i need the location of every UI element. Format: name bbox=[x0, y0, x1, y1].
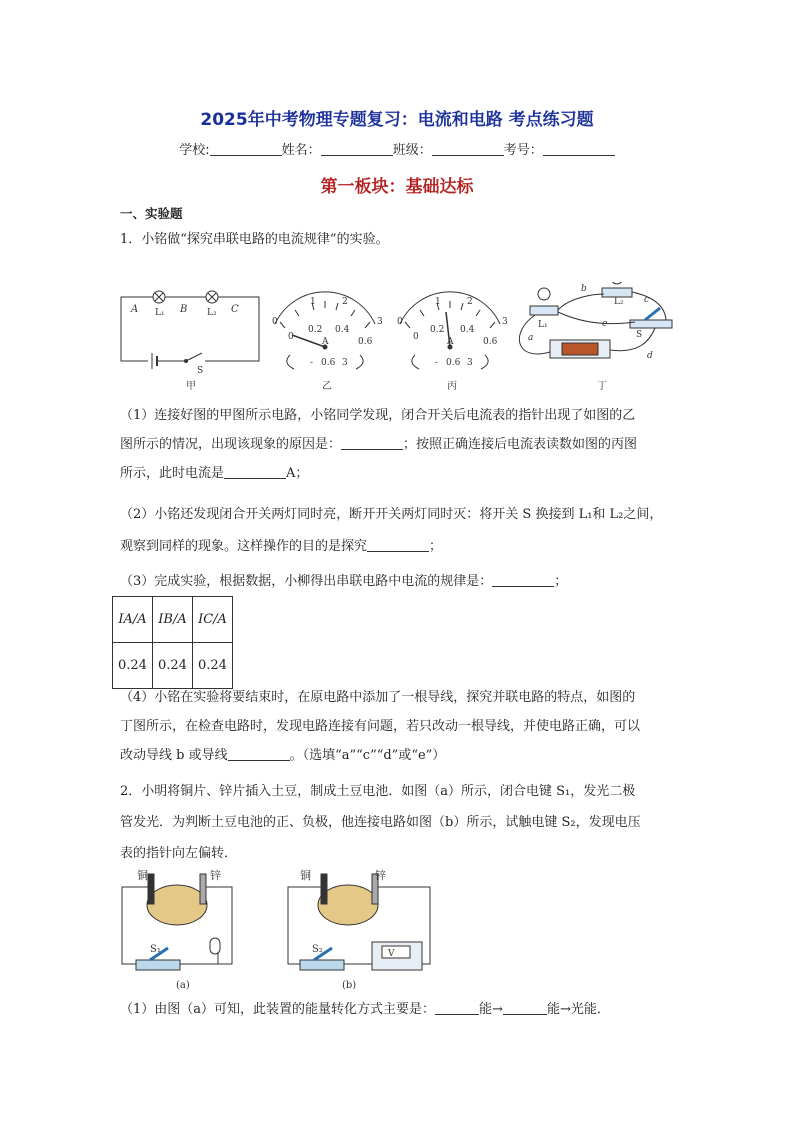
svg-text:L₂: L₂ bbox=[614, 297, 624, 307]
svg-text:3: 3 bbox=[342, 358, 348, 368]
answer-blank-7[interactable] bbox=[503, 1002, 547, 1015]
school-field[interactable] bbox=[210, 143, 282, 156]
zinc-label-b: 锌 bbox=[375, 869, 386, 882]
svg-text:A: A bbox=[322, 337, 329, 347]
section-heading: 一、实验题 bbox=[120, 206, 183, 221]
q1-figure bbox=[110, 282, 690, 392]
answer-blank-5[interactable] bbox=[228, 748, 290, 761]
table-header-cell: IA/A bbox=[113, 597, 153, 643]
svg-text:L₁: L₁ bbox=[155, 308, 165, 318]
table-row bbox=[113, 643, 233, 689]
q1-p4-text-a: 改动导线 b 或导线 bbox=[120, 748, 228, 763]
svg-text:e: e bbox=[602, 319, 608, 329]
svg-text:3: 3 bbox=[502, 317, 508, 327]
answer-blank-4[interactable] bbox=[492, 574, 554, 587]
svg-text:0.6: 0.6 bbox=[321, 358, 336, 368]
svg-text:0.6: 0.6 bbox=[483, 337, 498, 347]
q1-part3 bbox=[120, 567, 680, 596]
class-label: 班级： bbox=[392, 143, 432, 158]
s1-label: S₁ bbox=[150, 944, 161, 955]
svg-text:1: 1 bbox=[310, 297, 316, 307]
answer-blank-6[interactable] bbox=[435, 1002, 479, 1015]
svg-text:S: S bbox=[197, 366, 204, 376]
q2-sub1-text-c: 能→光能． bbox=[546, 1002, 610, 1017]
q1-part2 bbox=[120, 499, 680, 563]
fig-jia-label: 甲 bbox=[186, 381, 196, 392]
table-header-cell: IC/A bbox=[193, 597, 233, 643]
svg-text:0: 0 bbox=[272, 317, 278, 327]
circuit-a bbox=[122, 874, 232, 970]
svg-text:0.2: 0.2 bbox=[308, 325, 323, 335]
svg-text:0: 0 bbox=[413, 332, 419, 342]
q1-p1-text-d: A； bbox=[286, 466, 309, 481]
exam-no-label: 考号： bbox=[503, 143, 543, 158]
q1-stem: 1．小铭做“探究串联电路的电流规律”的实验。 bbox=[120, 232, 389, 247]
q1-p1-text-c: 所示，此时电流是 bbox=[120, 466, 225, 481]
q1-p1-line3 bbox=[120, 459, 680, 488]
svg-text:A: A bbox=[131, 304, 139, 315]
svg-text:V: V bbox=[388, 949, 395, 959]
q1-p3-text-a: （3）完成实验，根据数据，小柳得出串联电路中电流的规律是： bbox=[120, 574, 493, 589]
block-title: 第一板块：基础达标 bbox=[320, 177, 474, 197]
svg-text:2: 2 bbox=[467, 297, 473, 307]
q1-p4-line2: 丁图所示，在检查电路时，发现电路连接有问题，若只改动一根导线，并使电路正确，可以 bbox=[120, 719, 641, 734]
q1-part1 bbox=[120, 401, 680, 488]
circuit-jia bbox=[121, 291, 259, 369]
q2-line1: 2．小明将铜片、锌片插入土豆，制成土豆电池．如图（a）所示，闭合电键 S₁，发光二极 bbox=[120, 784, 636, 799]
svg-text:0.6: 0.6 bbox=[446, 358, 461, 368]
page-title: 2025年中考物理专题复习：电流和电路 考点练习题 bbox=[200, 110, 594, 130]
table-header-cell: IB/A bbox=[153, 597, 193, 643]
q1-p2-line1: （2）小铭还发现闭合开关两灯同时亮，断开开关两灯同时灭：将开关 S 换接到 L₁和 L₂之间， bbox=[120, 507, 663, 522]
q1-p1-text-a: 图所示的情况，出现该现象的原因是： bbox=[120, 437, 342, 452]
q2-sub1-text-a: （1）由图（a）可知，此装置的能量转化方式主要是： bbox=[120, 1002, 436, 1017]
name-label: 姓名： bbox=[281, 143, 321, 158]
answer-blank-2[interactable] bbox=[224, 466, 286, 479]
svg-text:S: S bbox=[636, 330, 643, 340]
q1-p1-text-b: ；按照正确连接后电流表读数如图的丙图 bbox=[403, 437, 638, 452]
svg-text:b: b bbox=[581, 284, 587, 294]
svg-text:0.4: 0.4 bbox=[460, 325, 475, 335]
q1-p2-text-a: 观察到同样的现象。这样操作的目的是探究 bbox=[120, 539, 368, 554]
data-table bbox=[112, 596, 233, 689]
q1-p3-text-b: ； bbox=[554, 574, 568, 589]
zinc-label-a: 锌 bbox=[210, 869, 221, 882]
q2-stem bbox=[120, 776, 680, 869]
table-cell: 0.24 bbox=[113, 643, 153, 689]
q1-p1-line1: （1）连接好图的甲图所示电路，小铭同学发现，闭合开关后电流表的指针出现了如图的乙 bbox=[120, 408, 636, 423]
q2-figure bbox=[110, 862, 450, 994]
q2-line2: 管发光．为判断土豆电池的正、负极，他连接电路如图（b）所示，试触电键 S₂，发现电压 bbox=[120, 815, 641, 830]
svg-text:c: c bbox=[644, 295, 650, 305]
copper-label-a: 铜 bbox=[137, 869, 148, 882]
exam-no-field[interactable] bbox=[543, 143, 615, 156]
q1-p2-line2 bbox=[120, 531, 680, 563]
svg-text:C: C bbox=[231, 304, 239, 315]
fig-bing-label: 丙 bbox=[447, 381, 457, 392]
fig-yi-label: 乙 bbox=[322, 381, 332, 392]
table-cell: 0.24 bbox=[153, 643, 193, 689]
q1-part4 bbox=[120, 683, 680, 770]
svg-text:0: 0 bbox=[397, 317, 403, 327]
svg-text:L₁: L₁ bbox=[538, 320, 548, 330]
svg-text:0.2: 0.2 bbox=[430, 325, 445, 335]
q2-sub1-text-b: 能→ bbox=[479, 1002, 503, 1017]
svg-text:B: B bbox=[180, 304, 188, 315]
answer-blank-1[interactable] bbox=[341, 437, 403, 450]
svg-text:0.4: 0.4 bbox=[335, 325, 350, 335]
q1-p2-text-b: ； bbox=[429, 539, 443, 554]
svg-text:2: 2 bbox=[342, 297, 348, 307]
school-label: 学校: bbox=[179, 143, 210, 158]
svg-text:-: - bbox=[435, 358, 439, 368]
q1-p4-text-b: 。（选填“a”“c”“d”或“e”） bbox=[289, 748, 446, 763]
fig-b-label: (b) bbox=[342, 980, 357, 991]
svg-text:3: 3 bbox=[377, 317, 383, 327]
svg-text:-: - bbox=[310, 358, 314, 368]
svg-text:3: 3 bbox=[467, 358, 473, 368]
svg-text:d: d bbox=[647, 351, 653, 361]
table-cell: 0.24 bbox=[193, 643, 233, 689]
class-field[interactable] bbox=[432, 143, 504, 156]
q2-line3: 表的指针向左偏转． bbox=[120, 846, 238, 861]
svg-text:L₂: L₂ bbox=[207, 308, 217, 318]
fig-a-label: (a) bbox=[176, 980, 190, 991]
copper-label-b: 铜 bbox=[300, 869, 311, 882]
q1-p1-line2 bbox=[120, 430, 680, 459]
svg-text:a: a bbox=[528, 333, 534, 343]
s2-label: S₂ bbox=[312, 944, 323, 955]
name-field[interactable] bbox=[321, 143, 393, 156]
circuit-b bbox=[288, 874, 430, 970]
table-header-row bbox=[113, 597, 233, 643]
svg-text:A: A bbox=[447, 337, 454, 347]
svg-text:1: 1 bbox=[435, 297, 441, 307]
answer-blank-3[interactable] bbox=[367, 539, 429, 552]
q1-p4-line3 bbox=[120, 741, 680, 770]
fig-ding-label: 丁 bbox=[597, 381, 607, 392]
q1-p4-line1: （4）小铭在实验将要结束时，在原电路中添加了一根导线，探究并联电路的特点，如图的 bbox=[120, 690, 636, 705]
svg-text:0.6: 0.6 bbox=[358, 337, 373, 347]
student-info-row bbox=[0, 139, 794, 158]
svg-text:0: 0 bbox=[288, 332, 294, 342]
q2-sub1 bbox=[120, 995, 680, 1024]
